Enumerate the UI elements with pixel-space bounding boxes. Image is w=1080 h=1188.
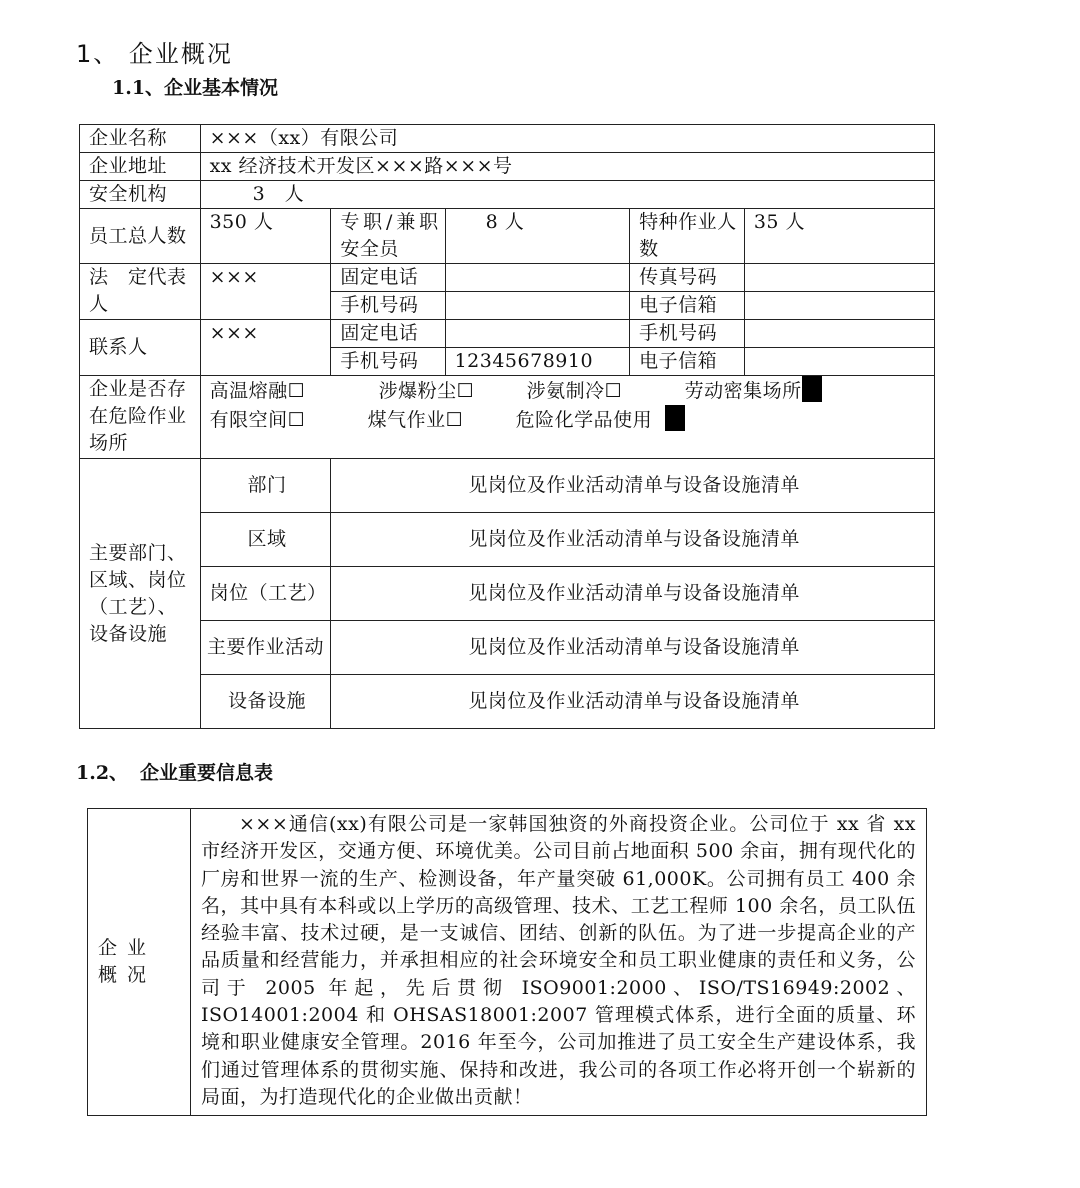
- contact-email-value: [744, 348, 934, 376]
- subsection-title-important: [76, 758, 273, 785]
- legal-email-value: [744, 292, 934, 320]
- contact-mobile-label: 手机号码: [630, 320, 745, 348]
- main-row-label: 部门: [200, 459, 331, 513]
- main-row-label: 主要作业活动: [200, 621, 331, 675]
- overview-label: 企业概况: [88, 809, 191, 1116]
- legal-fixed-phone-value: [445, 264, 630, 292]
- legal-fixed-phone-label: 固定电话: [331, 264, 445, 292]
- subsection-number: 1.2、: [76, 762, 129, 784]
- address-value: xx 经济技术开发区×××路×××号: [200, 153, 934, 181]
- safety-org-value: 3 人: [200, 181, 934, 209]
- hazard-high-temp: 高温熔融☐: [209, 380, 306, 402]
- table-row: [80, 376, 935, 459]
- main-row-value: 见岗位及作业活动清单与设备设施清单: [331, 675, 935, 729]
- hazard-label: 企业是否存在危险作业场所: [80, 376, 201, 459]
- main-row-value: 见岗位及作业活动清单与设备设施清单: [331, 567, 935, 621]
- table-row: [88, 809, 927, 1116]
- table-row: [80, 264, 935, 292]
- table-row: [80, 513, 935, 567]
- safety-staff-value: 8 人: [445, 209, 630, 264]
- staff-label: 员工总人数: [80, 209, 201, 264]
- name-value: ×××（xx）有限公司: [200, 125, 934, 153]
- main-row-label: 岗位（工艺）: [200, 567, 331, 621]
- main-row-value: 见岗位及作业活动清单与设备设施清单: [331, 459, 935, 513]
- table-row: [80, 125, 935, 153]
- address-label: 企业地址: [80, 153, 201, 181]
- table-row: [80, 621, 935, 675]
- main-row-value: 见岗位及作业活动清单与设备设施清单: [331, 621, 935, 675]
- main-row-label: 区域: [200, 513, 331, 567]
- special-label: 特种作业人数: [630, 209, 745, 264]
- contact-mobile-label-2: 手机号码: [331, 348, 445, 376]
- hazard-options: [200, 376, 934, 459]
- hazard-crowd: 劳动密集场所: [684, 380, 802, 402]
- staff-value: 350 人: [200, 209, 331, 264]
- table-row: [80, 320, 935, 348]
- subsection-title-basic: 1.1、企业基本情况: [112, 77, 279, 99]
- table-row: [80, 675, 935, 729]
- legal-mobile-value: [445, 292, 630, 320]
- important-info-table: [87, 808, 927, 1116]
- main-label: 主要部门、区域、岗位（工艺）、设备设施: [80, 459, 201, 729]
- hazard-ammonia: 涉氨制冷☐: [526, 380, 623, 402]
- legal-value: ×××: [200, 264, 331, 320]
- legal-mobile-label: 手机号码: [331, 292, 445, 320]
- subsection-text: 企业重要信息表: [140, 762, 274, 784]
- special-value: 35 人: [744, 209, 934, 264]
- checkbox-filled-icon: [802, 376, 822, 402]
- table-row: [80, 459, 935, 513]
- table-row: [80, 181, 935, 209]
- contact-email-label: 电子信箱: [630, 348, 745, 376]
- contact-fixed-phone-label: 固定电话: [331, 320, 445, 348]
- safety-org-label: 安全机构: [80, 181, 201, 209]
- main-row-value: 见岗位及作业活动清单与设备设施清单: [331, 513, 935, 567]
- hazard-dust: 涉爆粉尘☐: [378, 380, 475, 402]
- table-row: [80, 567, 935, 621]
- safety-staff-label: 专职/兼职安全员: [331, 209, 445, 264]
- hazard-confined: 有限空间☐: [209, 409, 306, 431]
- hazard-chem: 危险化学品使用: [515, 409, 653, 431]
- legal-email-label: 电子信箱: [630, 292, 745, 320]
- main-row-label: 设备设施: [200, 675, 331, 729]
- contact-value: ×××: [200, 320, 331, 376]
- checkbox-filled-icon: [665, 405, 685, 431]
- section-title: 1、 企业概况: [76, 40, 233, 68]
- contact-mobile-value: 12345678910: [445, 348, 630, 376]
- table-row: [80, 153, 935, 181]
- legal-fax-label: 传真号码: [630, 264, 745, 292]
- table-row: [80, 209, 935, 264]
- contact-fixed-phone-value: [445, 320, 630, 348]
- basic-info-table: [79, 124, 935, 729]
- legal-fax-value: [744, 264, 934, 292]
- name-label: 企业名称: [80, 125, 201, 153]
- contact-mobile-value-top: [744, 320, 934, 348]
- hazard-gas: 煤气作业☐: [367, 409, 464, 431]
- overview-text: ×××通信(xx)有限公司是一家韩国独资的外商投资企业。公司位于 xx 省 xx 市经济开发区，交通方便、环境优美。公司目前占地面积 500 余亩，拥有现代化的厂房和世界一流的生产、检测设备，年产量突破 61,000K。公司拥有员工 400 余名，其中具有本科或以上学历的高级管理、技术、工艺工程师 100 余名，员工队伍经验丰富、技术过硬，是一支诚信、团结、创新的队伍。为了进一步提高企业的产品质量和经营能力，并承担相应的社会环境安全和员工职业健康的责任和义务，公司于 2005 年起，先后贯彻 ISO9001:2000、ISO/TS16949:2002、ISO14001:2004 和 OHSAS18001:2007 管理模式体系，进行全面的质量、环境和职业健康安全管理。2016 年至今，公司加推进了员工安全生产建设体系，我们通过管理体系的贯彻实施、保持和改进，我公司的各项工作必将开创一个崭新的局面，为打造现代化的企业做出贡献！: [191, 809, 927, 1116]
- contact-label: 联系人: [80, 320, 201, 376]
- legal-label: 法 定代表人: [80, 264, 201, 320]
